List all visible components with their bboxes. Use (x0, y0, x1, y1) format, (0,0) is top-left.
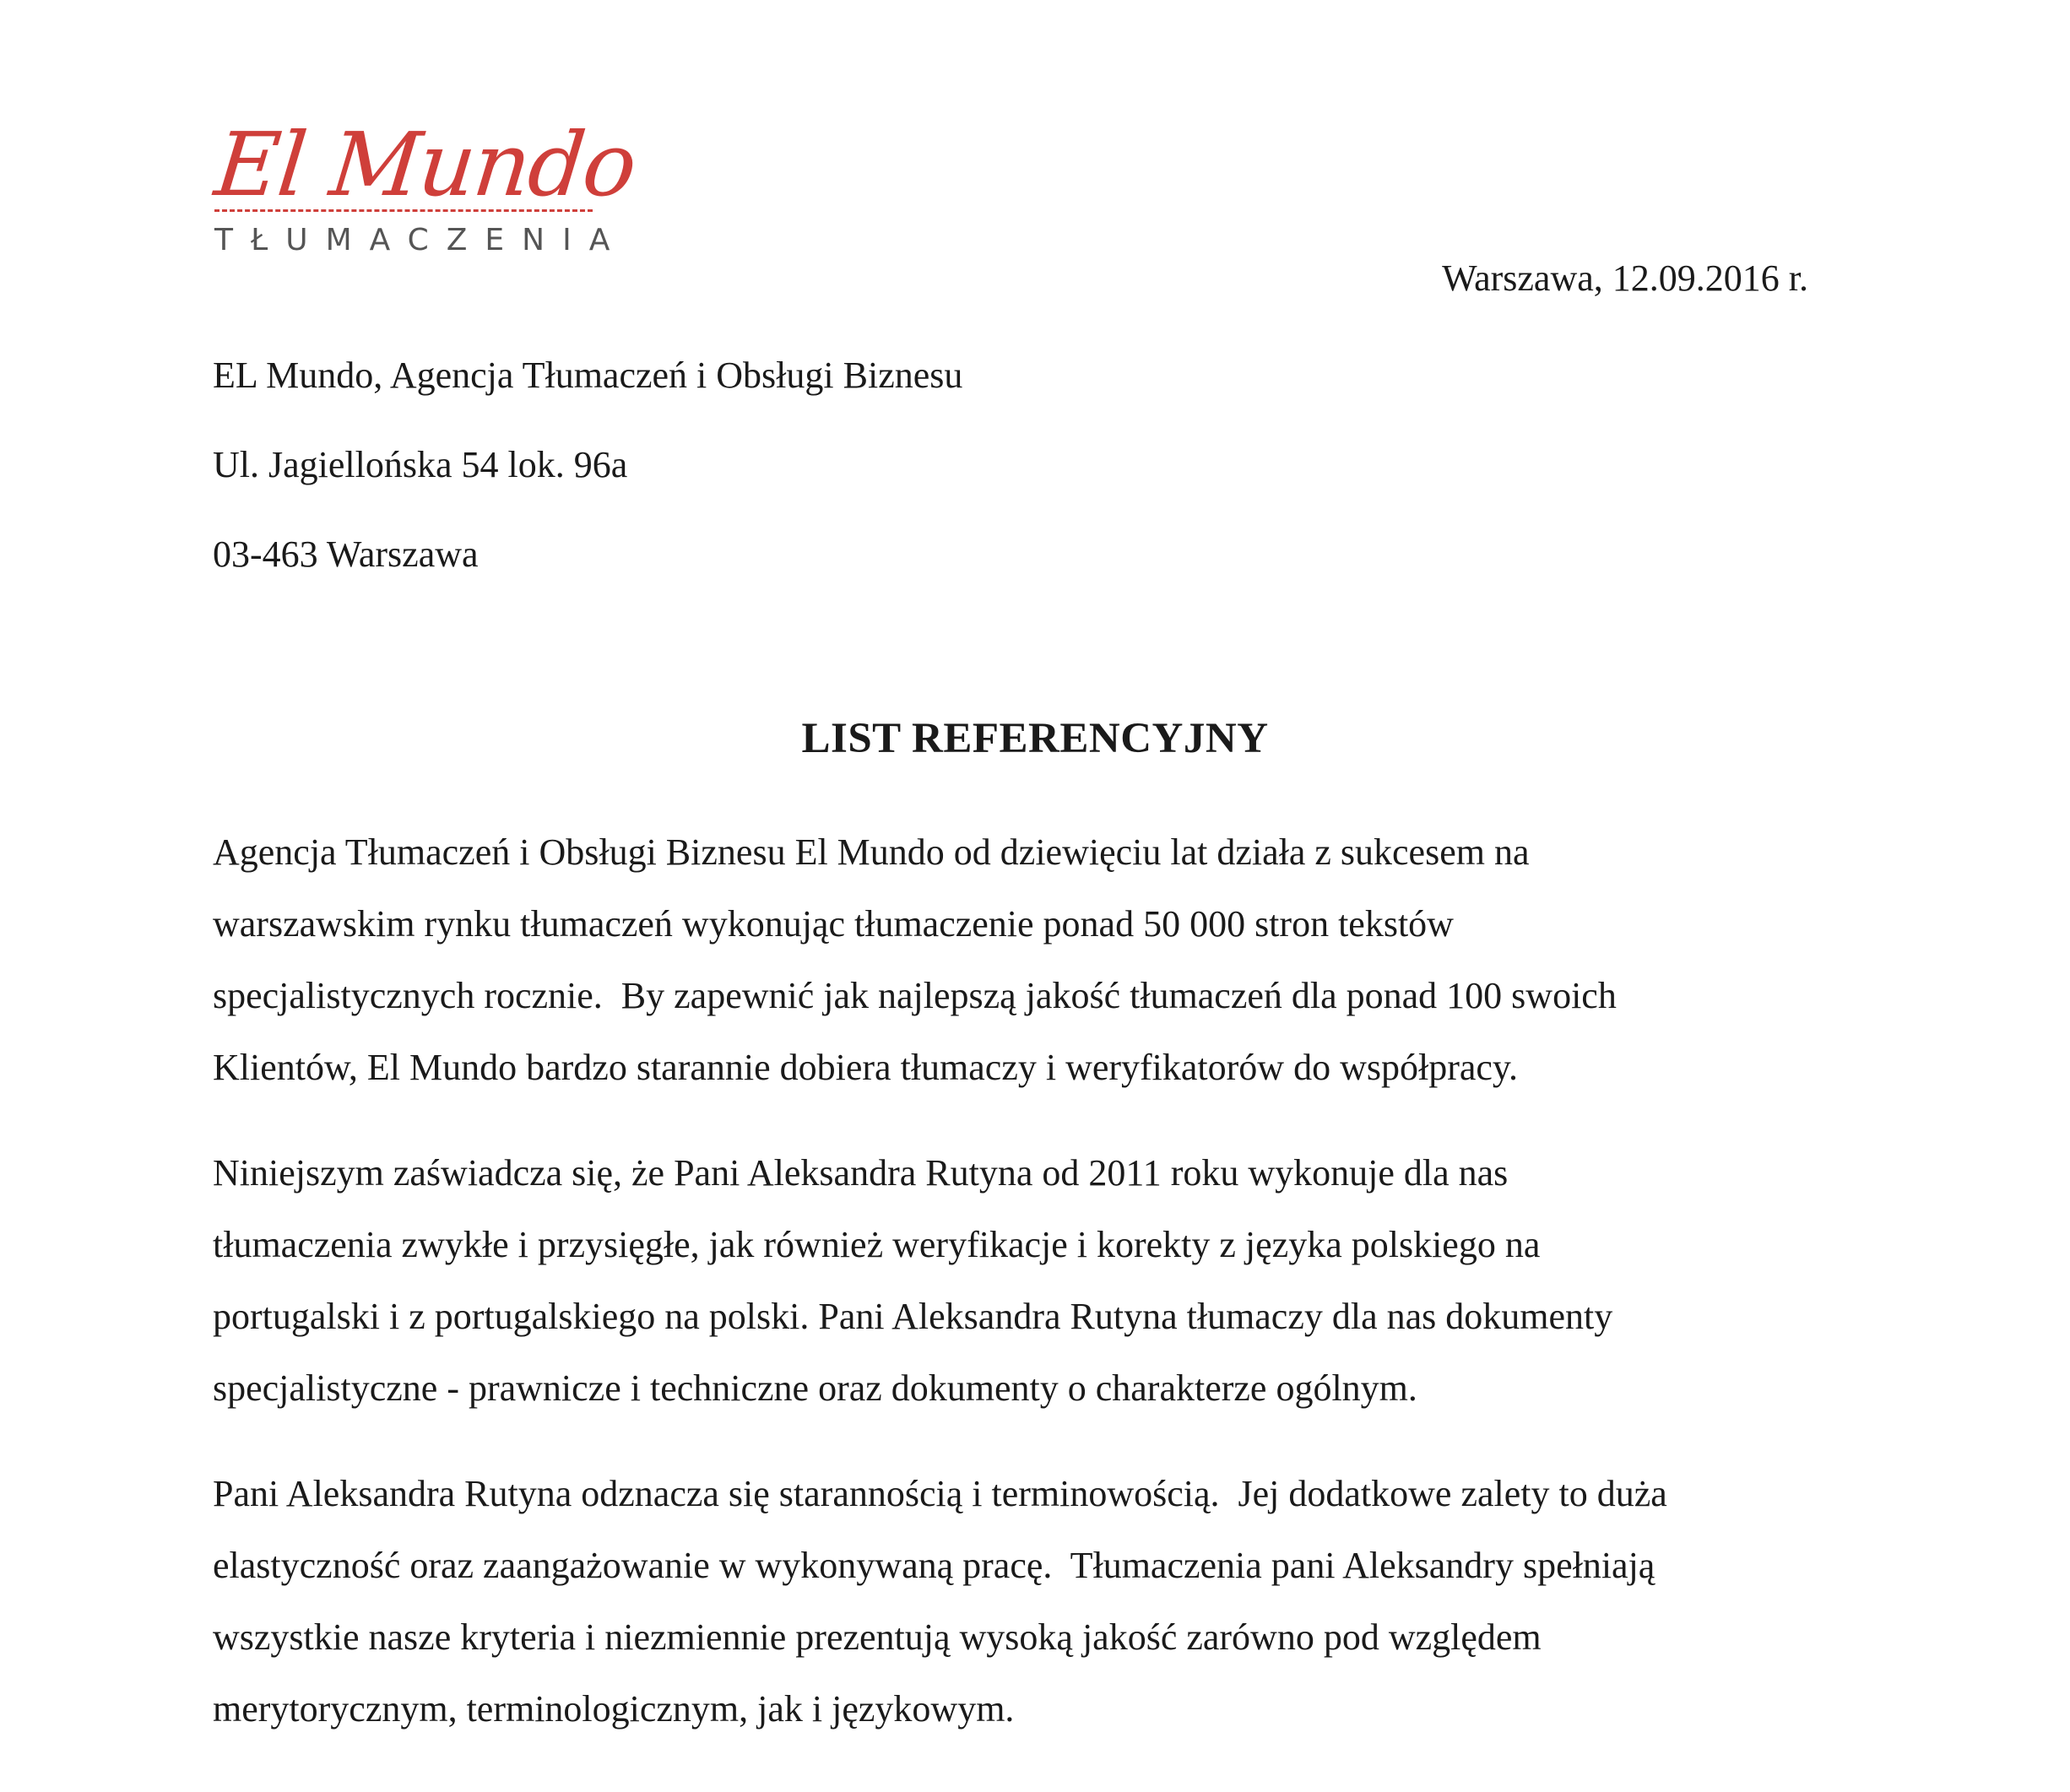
paragraph-line: Niniejszym zaświadcza się, że Pani Aleksandra Rutyna od 2011 roku wykonuje dla nas (213, 1152, 1509, 1194)
paragraph-line: Agencja Tłumaczeń i Obsługi Biznesu El Mundo od dziewięciu lat działa z sukcesem na (213, 831, 1530, 873)
paragraph-qualities (213, 1469, 1817, 1756)
paragraph-line: tłumaczenia zwykłe i przysięgłe, jak również weryfikacje i korekty z języka polskiego na (213, 1224, 1541, 1265)
paragraph-line: wszystkie nasze kryteria i niezmiennie prezentują wysoką jakość zarówno pod względem (213, 1616, 1542, 1658)
letter-date: Warszawa, 12.09.2016 r. (1442, 257, 1808, 299)
address-street: Ul. Jagiellońska 54 lok. 96a (213, 444, 628, 485)
company-logo (210, 113, 641, 262)
paragraph-line: merytorycznym, terminologicznym, jak i językowym. (213, 1688, 1015, 1730)
logo-script-text: El Mundo (210, 113, 641, 216)
paragraph-line: elastyczność oraz zaangażowanie w wykonywaną pracę. Tłumaczenia pani Aleksandry spełniają (213, 1545, 1655, 1586)
paragraph-certification (213, 1148, 1817, 1435)
paragraph-intro (213, 827, 1817, 1114)
paragraph-line: specjalistyczne - prawnicze i techniczne oraz dokumenty o charakterze ogólnym. (213, 1367, 1417, 1409)
address-company: EL Mundo, Agencja Tłumaczeń i Obsługi Biznesu (213, 355, 963, 396)
paragraph-line: portugalski i z portugalskiego na polski. Pani Aleksandra Rutyna tłumaczy dla nas dokumenty (213, 1296, 1613, 1337)
sender-address (213, 350, 962, 619)
letter-title: LIST REFERENCYJNY (801, 715, 1269, 762)
logo-subtitle: TŁUMACZENIA (214, 223, 628, 257)
paragraph-line: Klientów, El Mundo bardzo starannie dobiera tłumaczy i weryfikatorów do współpracy. (213, 1047, 1519, 1088)
address-city: 03-463 Warszawa (213, 533, 479, 575)
paragraph-line: specjalistycznych rocznie. By zapewnić jak najlepszą jakość tłumaczeń dla ponad 100 swoich (213, 975, 1617, 1016)
paragraph-line: warszawskim rynku tłumaczeń wykonując tłumaczenie ponad 50 000 stron tekstów (213, 903, 1454, 945)
letter-body (213, 827, 1817, 1789)
logo-dashed-divider (214, 209, 593, 212)
paragraph-line: Pani Aleksandra Rutyna odznacza się starannością i terminowością. Jej dodatkowe zalety to duża (213, 1473, 1667, 1514)
